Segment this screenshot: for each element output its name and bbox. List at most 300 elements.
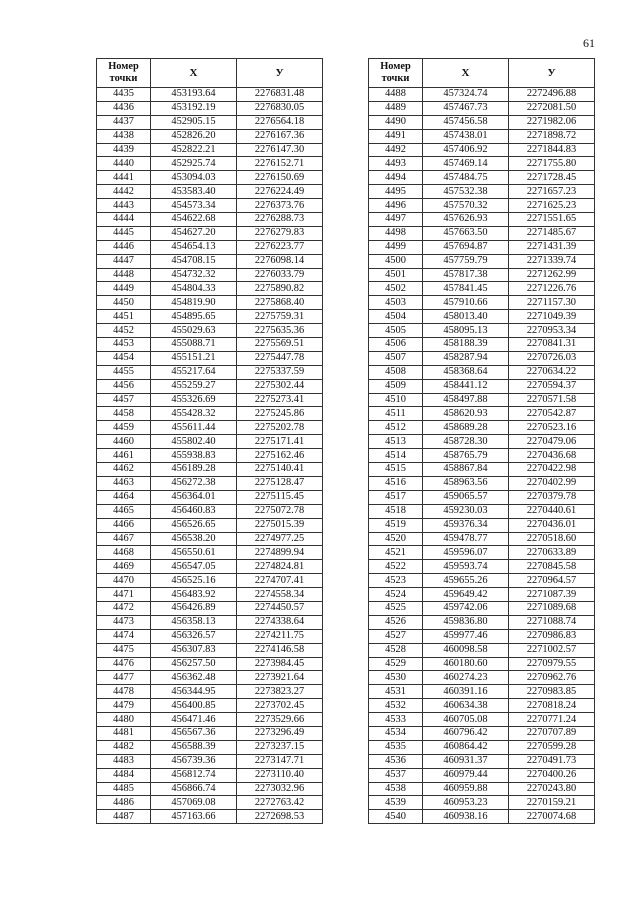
point-number-cell: 4454 (97, 351, 151, 365)
point-number-cell: 4516 (369, 476, 423, 490)
table-row (97, 588, 323, 602)
table-row (97, 726, 323, 740)
y-coordinate-cell: 2271087.39 (509, 588, 595, 602)
x-coordinate-cell: 454895.65 (151, 310, 237, 324)
point-number-cell: 4495 (369, 185, 423, 199)
table-row (97, 351, 323, 365)
table-row (97, 421, 323, 435)
y-coordinate-cell: 2276152.71 (237, 157, 323, 171)
x-coordinate-cell: 452826.20 (151, 129, 237, 143)
x-coordinate-cell: 458188.39 (423, 338, 509, 352)
y-coordinate-cell: 2275072.78 (237, 504, 323, 518)
y-coordinate-cell: 2270979.55 (509, 657, 595, 671)
x-coordinate-cell: 453094.03 (151, 171, 237, 185)
x-coordinate-cell: 455802.40 (151, 435, 237, 449)
point-number-cell: 4435 (97, 88, 151, 102)
point-number-cell: 4518 (369, 504, 423, 518)
y-coordinate-cell: 2270243.80 (509, 782, 595, 796)
x-coordinate-cell: 456550.61 (151, 546, 237, 560)
table-row (97, 574, 323, 588)
point-number-cell: 4447 (97, 254, 151, 268)
point-number-cell: 4536 (369, 754, 423, 768)
point-number-cell: 4473 (97, 615, 151, 629)
y-coordinate-cell: 2271657.23 (509, 185, 595, 199)
x-coordinate-cell: 457570.32 (423, 199, 509, 213)
point-number-cell: 4488 (369, 88, 423, 102)
page-number: 61 (583, 36, 595, 50)
table-row (97, 393, 323, 407)
table-row (97, 185, 323, 199)
y-coordinate-cell: 2270436.01 (509, 518, 595, 532)
point-number-cell: 4486 (97, 796, 151, 810)
x-coordinate-cell: 456471.46 (151, 713, 237, 727)
x-coordinate-cell: 460180.60 (423, 657, 509, 671)
table-row (369, 768, 595, 782)
y-coordinate-cell: 2271049.39 (509, 310, 595, 324)
x-coordinate-cell: 459836.80 (423, 615, 509, 629)
table-row (97, 143, 323, 157)
x-coordinate-cell: 459376.34 (423, 518, 509, 532)
point-number-cell: 4523 (369, 574, 423, 588)
table-row (369, 643, 595, 657)
x-coordinate-cell: 458689.28 (423, 421, 509, 435)
y-coordinate-cell: 2273984.45 (237, 657, 323, 671)
header-point-number-line2: точки (109, 73, 138, 84)
x-coordinate-cell: 455326.69 (151, 393, 237, 407)
point-number-cell: 4461 (97, 449, 151, 463)
x-coordinate-cell: 454573.34 (151, 199, 237, 213)
table-row (369, 560, 595, 574)
x-coordinate-cell: 456364.01 (151, 490, 237, 504)
y-coordinate-cell: 2275447.78 (237, 351, 323, 365)
y-coordinate-cell: 2275759.31 (237, 310, 323, 324)
x-coordinate-cell: 456739.36 (151, 754, 237, 768)
point-number-cell: 4442 (97, 185, 151, 199)
y-coordinate-cell: 2271089.68 (509, 601, 595, 615)
y-coordinate-cell: 2274558.34 (237, 588, 323, 602)
table-body (369, 88, 595, 824)
point-number-cell: 4529 (369, 657, 423, 671)
point-number-cell: 4467 (97, 532, 151, 546)
table-row (369, 490, 595, 504)
point-number-cell: 4505 (369, 324, 423, 338)
table-row (97, 768, 323, 782)
table-row (97, 685, 323, 699)
point-number-cell: 4483 (97, 754, 151, 768)
table-row (369, 254, 595, 268)
point-number-cell: 4463 (97, 476, 151, 490)
table-row (97, 324, 323, 338)
y-coordinate-cell: 2271157.30 (509, 296, 595, 310)
table-body (97, 88, 323, 824)
table-row (97, 213, 323, 227)
point-number-cell: 4448 (97, 268, 151, 282)
point-number-cell: 4478 (97, 685, 151, 699)
y-coordinate-cell: 2271755.80 (509, 157, 595, 171)
point-number-cell: 4515 (369, 463, 423, 477)
y-coordinate-cell: 2274899.94 (237, 546, 323, 560)
point-number-cell: 4468 (97, 546, 151, 560)
y-coordinate-cell: 2270594.37 (509, 379, 595, 393)
y-coordinate-cell: 2271625.23 (509, 199, 595, 213)
x-coordinate-cell: 457467.73 (423, 101, 509, 115)
x-coordinate-cell: 456483.92 (151, 588, 237, 602)
y-coordinate-cell: 2276373.76 (237, 199, 323, 213)
point-number-cell: 4532 (369, 699, 423, 713)
y-coordinate-cell: 2270986.83 (509, 629, 595, 643)
x-coordinate-cell: 456866.74 (151, 782, 237, 796)
table-row (369, 407, 595, 421)
y-coordinate-cell: 2272496.88 (509, 88, 595, 102)
table-row (97, 101, 323, 115)
y-coordinate-cell: 2274211.75 (237, 629, 323, 643)
x-coordinate-cell: 457532.38 (423, 185, 509, 199)
point-number-cell: 4506 (369, 338, 423, 352)
y-coordinate-cell: 2271431.39 (509, 240, 595, 254)
x-coordinate-cell: 456525.16 (151, 574, 237, 588)
x-coordinate-cell: 456426.89 (151, 601, 237, 615)
x-coordinate-cell: 457626.93 (423, 213, 509, 227)
y-coordinate-cell: 2270571.58 (509, 393, 595, 407)
x-coordinate-cell: 458095.13 (423, 324, 509, 338)
point-number-cell: 4535 (369, 740, 423, 754)
table-row (369, 226, 595, 240)
table-row (369, 310, 595, 324)
y-coordinate-cell: 2275115.45 (237, 490, 323, 504)
point-number-cell: 4455 (97, 365, 151, 379)
point-number-cell: 4440 (97, 157, 151, 171)
y-coordinate-cell: 2275245.86 (237, 407, 323, 421)
point-number-cell: 4484 (97, 768, 151, 782)
point-number-cell: 4445 (97, 226, 151, 240)
point-number-cell: 4469 (97, 560, 151, 574)
y-coordinate-cell: 2271728.45 (509, 171, 595, 185)
y-coordinate-cell: 2271339.74 (509, 254, 595, 268)
x-coordinate-cell: 454708.15 (151, 254, 237, 268)
table-row (97, 657, 323, 671)
point-number-cell: 4517 (369, 490, 423, 504)
y-coordinate-cell: 2275128.47 (237, 476, 323, 490)
x-coordinate-cell: 455611.44 (151, 421, 237, 435)
x-coordinate-cell: 456400.85 (151, 699, 237, 713)
x-coordinate-cell: 460391.16 (423, 685, 509, 699)
point-number-cell: 4511 (369, 407, 423, 421)
table-row (369, 532, 595, 546)
x-coordinate-cell: 456588.39 (151, 740, 237, 754)
table-row (369, 588, 595, 602)
table-row (369, 713, 595, 727)
x-coordinate-cell: 457759.79 (423, 254, 509, 268)
point-number-cell: 4456 (97, 379, 151, 393)
y-coordinate-cell: 2273529.66 (237, 713, 323, 727)
x-coordinate-cell: 455428.32 (151, 407, 237, 421)
point-number-cell: 4472 (97, 601, 151, 615)
y-coordinate-cell: 2271982.06 (509, 115, 595, 129)
table-row (369, 671, 595, 685)
y-coordinate-cell: 2273823.27 (237, 685, 323, 699)
x-coordinate-cell: 452905.15 (151, 115, 237, 129)
y-coordinate-cell: 2272763.42 (237, 796, 323, 810)
x-coordinate-cell: 456307.83 (151, 643, 237, 657)
point-number-cell: 4487 (97, 810, 151, 824)
point-number-cell: 4479 (97, 699, 151, 713)
x-coordinate-cell: 458287.94 (423, 351, 509, 365)
y-coordinate-cell: 2270074.68 (509, 810, 595, 824)
point-number-cell: 4497 (369, 213, 423, 227)
y-coordinate-cell: 2274146.58 (237, 643, 323, 657)
x-coordinate-cell: 460634.38 (423, 699, 509, 713)
x-coordinate-cell: 454819.90 (151, 296, 237, 310)
y-coordinate-cell: 2273237.15 (237, 740, 323, 754)
x-coordinate-cell: 459230.03 (423, 504, 509, 518)
header-x: X (423, 59, 509, 88)
table-row (369, 157, 595, 171)
table-row (97, 713, 323, 727)
point-number-cell: 4508 (369, 365, 423, 379)
point-number-cell: 4540 (369, 810, 423, 824)
point-number-cell: 4474 (97, 629, 151, 643)
point-number-cell: 4471 (97, 588, 151, 602)
x-coordinate-cell: 457438.01 (423, 129, 509, 143)
table-row (97, 171, 323, 185)
table-row (369, 351, 595, 365)
table-row (369, 88, 595, 102)
x-coordinate-cell: 460953.23 (423, 796, 509, 810)
x-coordinate-cell: 458867.84 (423, 463, 509, 477)
header-point-number (97, 59, 151, 88)
y-coordinate-cell: 2270964.57 (509, 574, 595, 588)
y-coordinate-cell: 2275868.40 (237, 296, 323, 310)
point-number-cell: 4470 (97, 574, 151, 588)
table-row (97, 490, 323, 504)
y-coordinate-cell: 2270479.06 (509, 435, 595, 449)
y-coordinate-cell: 2276098.14 (237, 254, 323, 268)
table-row (369, 171, 595, 185)
x-coordinate-cell: 454732.32 (151, 268, 237, 282)
table-row (369, 129, 595, 143)
x-coordinate-cell: 459655.26 (423, 574, 509, 588)
point-number-cell: 4496 (369, 199, 423, 213)
y-coordinate-cell: 2271002.57 (509, 643, 595, 657)
y-coordinate-cell: 2272698.53 (237, 810, 323, 824)
table-row (369, 365, 595, 379)
table-row (97, 463, 323, 477)
x-coordinate-cell: 459065.57 (423, 490, 509, 504)
y-coordinate-cell: 2270634.22 (509, 365, 595, 379)
y-coordinate-cell: 2271844.83 (509, 143, 595, 157)
table-row (369, 796, 595, 810)
table-row (97, 310, 323, 324)
point-number-cell: 4441 (97, 171, 151, 185)
table-row (97, 268, 323, 282)
x-coordinate-cell: 458497.88 (423, 393, 509, 407)
x-coordinate-cell: 453193.64 (151, 88, 237, 102)
y-coordinate-cell: 2271485.67 (509, 226, 595, 240)
header-point-number (369, 59, 423, 88)
table-row (369, 435, 595, 449)
y-coordinate-cell: 2276279.83 (237, 226, 323, 240)
x-coordinate-cell: 457069.08 (151, 796, 237, 810)
table-header-row (369, 59, 595, 88)
point-number-cell: 4462 (97, 463, 151, 477)
table-row (369, 240, 595, 254)
point-number-cell: 4520 (369, 532, 423, 546)
table-row (97, 435, 323, 449)
y-coordinate-cell: 2275635.36 (237, 324, 323, 338)
x-coordinate-cell: 452925.74 (151, 157, 237, 171)
table-row (369, 699, 595, 713)
point-number-cell: 4512 (369, 421, 423, 435)
table-row (369, 421, 595, 435)
table-row (369, 101, 595, 115)
y-coordinate-cell: 2271226.76 (509, 282, 595, 296)
table-row (97, 810, 323, 824)
table-row (97, 365, 323, 379)
point-number-cell: 4530 (369, 671, 423, 685)
y-coordinate-cell: 2276830.05 (237, 101, 323, 115)
table-row (97, 546, 323, 560)
table-row (369, 324, 595, 338)
point-number-cell: 4531 (369, 685, 423, 699)
point-number-cell: 4452 (97, 324, 151, 338)
point-number-cell: 4477 (97, 671, 151, 685)
x-coordinate-cell: 460864.42 (423, 740, 509, 754)
point-number-cell: 4449 (97, 282, 151, 296)
y-coordinate-cell: 2275569.51 (237, 338, 323, 352)
table-row (369, 726, 595, 740)
point-number-cell: 4491 (369, 129, 423, 143)
y-coordinate-cell: 2270633.89 (509, 546, 595, 560)
point-number-cell: 4501 (369, 268, 423, 282)
point-number-cell: 4490 (369, 115, 423, 129)
table-row (369, 379, 595, 393)
x-coordinate-cell: 457163.66 (151, 810, 237, 824)
y-coordinate-cell: 2270400.26 (509, 768, 595, 782)
y-coordinate-cell: 2276288.73 (237, 213, 323, 227)
x-coordinate-cell: 460796.42 (423, 726, 509, 740)
x-coordinate-cell: 460098.58 (423, 643, 509, 657)
table-row (369, 754, 595, 768)
x-coordinate-cell: 453192.19 (151, 101, 237, 115)
y-coordinate-cell: 2270841.31 (509, 338, 595, 352)
table-row (97, 449, 323, 463)
point-number-cell: 4528 (369, 643, 423, 657)
table-row (97, 699, 323, 713)
y-coordinate-cell: 2270599.28 (509, 740, 595, 754)
table-row (369, 810, 595, 824)
x-coordinate-cell: 457456.58 (423, 115, 509, 129)
y-coordinate-cell: 2275162.46 (237, 449, 323, 463)
table-row (97, 296, 323, 310)
point-number-cell: 4459 (97, 421, 151, 435)
y-coordinate-cell: 2271551.65 (509, 213, 595, 227)
header-y: У (237, 59, 323, 88)
table-row (97, 754, 323, 768)
point-number-cell: 4527 (369, 629, 423, 643)
table-row (97, 476, 323, 490)
table-row (97, 157, 323, 171)
y-coordinate-cell: 2270422.98 (509, 463, 595, 477)
table-row (369, 185, 595, 199)
header-y: У (509, 59, 595, 88)
point-number-cell: 4533 (369, 713, 423, 727)
point-number-cell: 4458 (97, 407, 151, 421)
y-coordinate-cell: 2273921.64 (237, 671, 323, 685)
x-coordinate-cell: 457910.66 (423, 296, 509, 310)
table-row (97, 560, 323, 574)
table-row (369, 199, 595, 213)
table-row (369, 213, 595, 227)
point-number-cell: 4494 (369, 171, 423, 185)
x-coordinate-cell: 460979.44 (423, 768, 509, 782)
point-number-cell: 4457 (97, 393, 151, 407)
y-coordinate-cell: 2276147.30 (237, 143, 323, 157)
y-coordinate-cell: 2275202.78 (237, 421, 323, 435)
x-coordinate-cell: 460705.08 (423, 713, 509, 727)
y-coordinate-cell: 2270771.24 (509, 713, 595, 727)
coordinates-table-right (368, 58, 595, 824)
x-coordinate-cell: 455217.64 (151, 365, 237, 379)
y-coordinate-cell: 2270953.34 (509, 324, 595, 338)
y-coordinate-cell: 2270962.76 (509, 671, 595, 685)
x-coordinate-cell: 455151.21 (151, 351, 237, 365)
y-coordinate-cell: 2272081.50 (509, 101, 595, 115)
table-row (97, 129, 323, 143)
table-row (97, 629, 323, 643)
y-coordinate-cell: 2271898.72 (509, 129, 595, 143)
x-coordinate-cell: 459649.42 (423, 588, 509, 602)
table-row (97, 199, 323, 213)
y-coordinate-cell: 2276033.79 (237, 268, 323, 282)
point-number-cell: 4500 (369, 254, 423, 268)
y-coordinate-cell: 2275273.41 (237, 393, 323, 407)
y-coordinate-cell: 2270518.60 (509, 532, 595, 546)
x-coordinate-cell: 457469.14 (423, 157, 509, 171)
x-coordinate-cell: 454654.13 (151, 240, 237, 254)
point-number-cell: 4438 (97, 129, 151, 143)
point-number-cell: 4450 (97, 296, 151, 310)
table-row (97, 88, 323, 102)
point-number-cell: 4513 (369, 435, 423, 449)
point-number-cell: 4475 (97, 643, 151, 657)
point-number-cell: 4521 (369, 546, 423, 560)
x-coordinate-cell: 455029.63 (151, 324, 237, 338)
point-number-cell: 4436 (97, 101, 151, 115)
y-coordinate-cell: 2276224.49 (237, 185, 323, 199)
table-row (97, 532, 323, 546)
x-coordinate-cell: 453583.40 (151, 185, 237, 199)
x-coordinate-cell: 458728.30 (423, 435, 509, 449)
y-coordinate-cell: 2273110.40 (237, 768, 323, 782)
table-row (369, 601, 595, 615)
y-coordinate-cell: 2273032.96 (237, 782, 323, 796)
table-row (97, 115, 323, 129)
point-number-cell: 4480 (97, 713, 151, 727)
table-row (97, 782, 323, 796)
y-coordinate-cell: 2270818.24 (509, 699, 595, 713)
x-coordinate-cell: 456257.50 (151, 657, 237, 671)
point-number-cell: 4522 (369, 560, 423, 574)
point-number-cell: 4537 (369, 768, 423, 782)
x-coordinate-cell: 454804.33 (151, 282, 237, 296)
x-coordinate-cell: 456344.95 (151, 685, 237, 699)
table-row (97, 518, 323, 532)
table-row (369, 338, 595, 352)
point-number-cell: 4443 (97, 199, 151, 213)
table-row (369, 574, 595, 588)
coordinates-table-left (96, 58, 323, 824)
table-row (97, 504, 323, 518)
